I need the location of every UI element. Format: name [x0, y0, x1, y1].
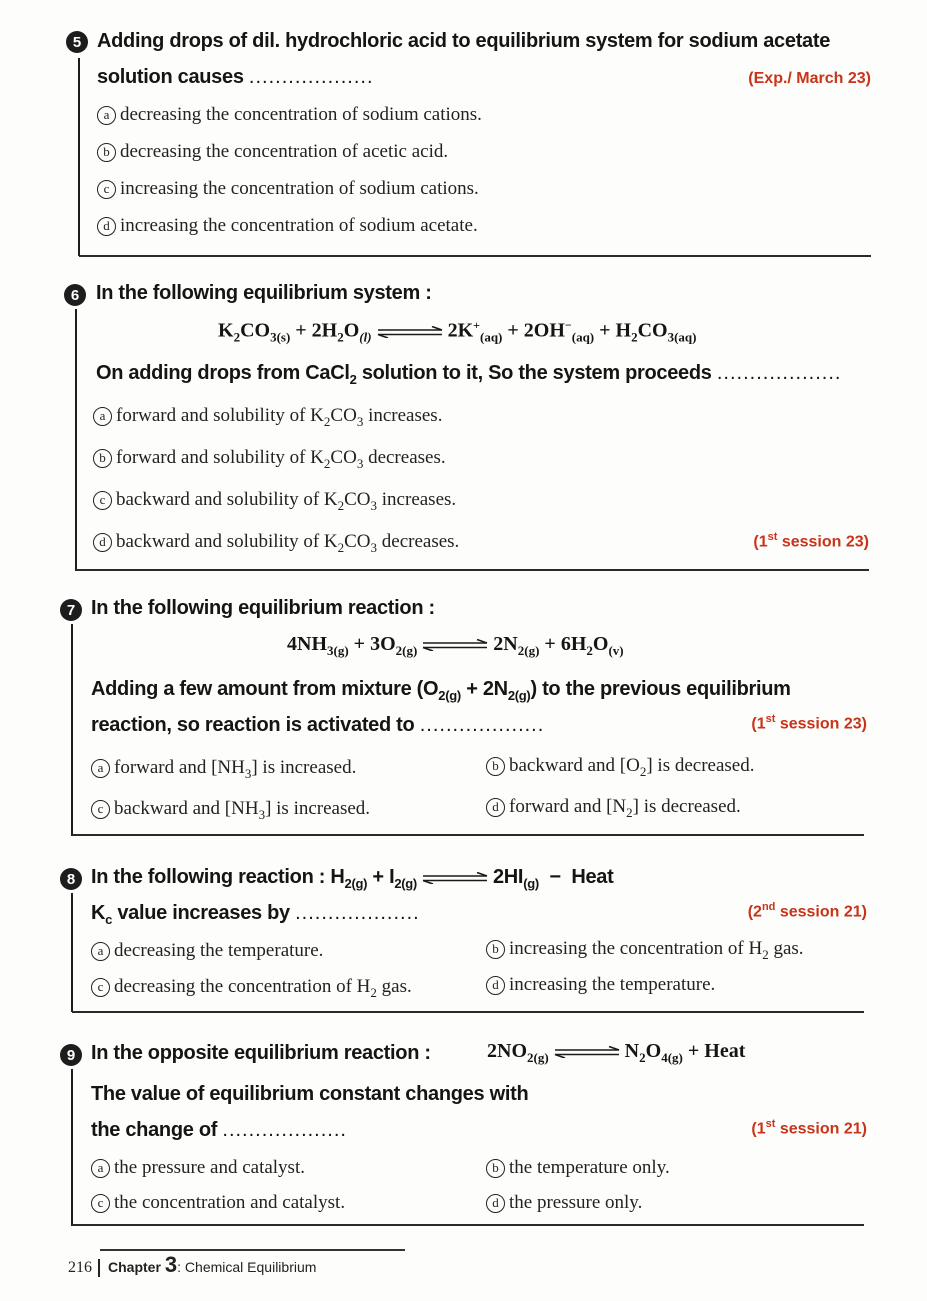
option-text: decreasing the concentration of sodium cations.: [120, 104, 482, 125]
question-stem: In the following reaction : $H_{2(g)} + I_{2(g)}$ $2HI_{(g)}$ − Heat: [91, 866, 614, 891]
chemical-equation: $2NO_{2(g)}$ $N_2O_{4(g)}$ + Heat: [487, 1040, 746, 1065]
question-stem-line3: [91, 714, 544, 737]
option-b[interactable]: [486, 1157, 670, 1179]
question-stem-line3: [91, 1119, 347, 1142]
option-text: increasing the concentration of sodium acetate.: [120, 215, 478, 236]
option-text: the pressure and catalyst.: [114, 1157, 305, 1178]
question-stem-text: $K_c$ value increases by: [91, 902, 290, 927]
question-stem-text: On adding drops from CaCl$_2$ solution to it, So the system proceeds: [96, 362, 712, 387]
option-letter-b: b: [97, 143, 116, 162]
option-text: forward and $[NH_3]$ is increased.: [114, 757, 357, 781]
option-d[interactable]: [486, 1192, 642, 1214]
question-bracket: [71, 1069, 73, 1226]
option-letter-a: a: [91, 759, 110, 778]
option-text: backward and $[NH_3]$ is increased.: [114, 798, 371, 822]
question-stem-text: solution causes: [97, 66, 244, 88]
option-text: forward and solubility of $K_2CO_3$ increases.: [116, 405, 443, 429]
equilibrium-arrow-icon: [553, 1046, 621, 1058]
option-text: increasing the concentration of $H_2$ gas.: [509, 938, 804, 962]
chapter-label: Chapter: [108, 1259, 161, 1275]
option-text: backward and $[O_2]$ is decreased.: [509, 755, 755, 779]
option-text: decreasing the concentration of $H_2$ gas.: [114, 976, 412, 1000]
question-stem-text: reaction, so reaction is activated to: [91, 714, 415, 736]
option-c[interactable]: [91, 798, 370, 823]
option-text: the concentration and catalyst.: [114, 1192, 346, 1213]
option-c[interactable]: [91, 1192, 345, 1214]
option-c[interactable]: [91, 976, 412, 1001]
answer-blank[interactable]: ...................: [419, 714, 545, 736]
question-divider: [72, 1011, 864, 1013]
question-stem-line2: [97, 66, 374, 89]
option-a[interactable]: [93, 405, 442, 430]
option-text: decreasing the temperature.: [114, 940, 324, 961]
option-a[interactable]: [91, 940, 323, 962]
equilibrium-arrow-icon: [421, 872, 489, 884]
question-divider: [72, 834, 864, 836]
page-number: 216: [68, 1259, 100, 1277]
option-d[interactable]: [486, 974, 715, 996]
question-stem-line2: [96, 362, 841, 387]
option-letter-a: a: [91, 942, 110, 961]
exam-reference: (1st session 23): [753, 531, 869, 551]
option-letter-d: d: [97, 217, 116, 236]
question-number: 8: [60, 868, 82, 890]
chapter-number: 3: [164, 1252, 178, 1277]
question-divider: [79, 255, 871, 257]
option-letter-a: a: [93, 407, 112, 426]
option-b[interactable]: [93, 447, 446, 472]
option-d[interactable]: [486, 796, 741, 821]
option-letter-d: d: [486, 976, 505, 995]
option-letter-c: c: [93, 491, 112, 510]
option-b[interactable]: [486, 755, 754, 780]
exam-reference: (Exp./ March 23): [748, 70, 871, 87]
option-text: increasing the temperature.: [509, 974, 716, 995]
option-letter-a: a: [91, 1159, 110, 1178]
question-stem-line2: The value of equilibrium constant changes with: [91, 1083, 529, 1105]
option-b[interactable]: [97, 141, 448, 163]
question-divider: [76, 569, 869, 571]
option-letter-a: a: [97, 106, 116, 125]
option-letter-c: c: [91, 978, 110, 997]
option-text: increasing the concentration of sodium cations.: [120, 178, 479, 199]
option-text: decreasing the concentration of acetic acid.: [120, 141, 449, 162]
question-stem-line2: [91, 902, 420, 927]
option-text: backward and solubility of $K_2CO_3$ decreases.: [116, 531, 460, 555]
option-text: forward and solubility of $K_2CO_3$ decreases.: [116, 447, 446, 471]
exam-reference: (2nd session 21): [747, 901, 867, 921]
question-number: 9: [60, 1044, 82, 1066]
option-letter-b: b: [486, 1159, 505, 1178]
answer-blank[interactable]: ...................: [222, 1119, 347, 1141]
option-letter-d: d: [486, 798, 505, 817]
option-letter-d: d: [93, 533, 112, 552]
question-bracket: [78, 58, 80, 256]
equilibrium-arrow-icon: [421, 639, 489, 651]
question-stem: In the following equilibrium system :: [96, 282, 432, 304]
option-text: the temperature only.: [509, 1157, 670, 1178]
answer-blank[interactable]: ...................: [248, 66, 374, 88]
question-divider: [72, 1224, 864, 1226]
exam-reference: (1st session 23): [751, 713, 867, 733]
question-bracket: [71, 893, 73, 1012]
option-a[interactable]: [97, 104, 482, 126]
chapter-title: : Chemical Equilibrium: [177, 1259, 317, 1275]
option-c[interactable]: [93, 489, 456, 514]
footer-rule: [100, 1249, 405, 1251]
option-text: the pressure only.: [509, 1192, 643, 1213]
option-a[interactable]: [91, 757, 356, 782]
question-number: 5: [66, 31, 88, 53]
option-letter-c: c: [97, 180, 116, 199]
question-number: 7: [60, 599, 82, 621]
question-stem: Adding drops of dil. hydrochloric acid to equilibrium system for sodium acetate: [97, 30, 831, 52]
question-number: 6: [64, 284, 86, 306]
option-letter-b: b: [486, 757, 505, 776]
option-text: forward and $[N_2]$ is decreased.: [509, 796, 741, 820]
question-stem: In the opposite equilibrium reaction :: [91, 1042, 431, 1064]
answer-blank[interactable]: ...................: [295, 902, 420, 924]
option-text: backward and solubility of $K_2CO_3$ increases.: [116, 489, 457, 513]
option-letter-c: c: [91, 800, 110, 819]
exam-reference: (1st session 21): [751, 1118, 867, 1138]
question-stem-line2: Adding a few amount from mixture $(O_{2(g)} + 2N_{2(g)})$ to the previous equilibrium: [91, 678, 791, 703]
chemical-equation: $4NH_{3(g)} + 3O_{2(g)}$ $2N_{2(g)} + 6H_2O_{(v)}$: [287, 633, 624, 658]
option-a[interactable]: [91, 1157, 305, 1179]
option-d[interactable]: [97, 215, 478, 237]
option-b[interactable]: [486, 938, 804, 963]
equilibrium-arrow-icon: [376, 326, 444, 338]
option-letter-b: b: [486, 940, 505, 959]
option-letter-c: c: [91, 1194, 110, 1213]
option-d[interactable]: [93, 531, 459, 556]
option-c[interactable]: [97, 178, 479, 200]
question-bracket: [71, 624, 73, 836]
question-bracket: [75, 309, 77, 571]
option-letter-b: b: [93, 449, 112, 468]
option-letter-d: d: [486, 1194, 505, 1213]
question-stem-text: the change of: [91, 1119, 218, 1141]
page-footer: [68, 1252, 316, 1278]
answer-blank[interactable]: ...................: [716, 362, 842, 384]
question-stem: In the following equilibrium reaction :: [91, 597, 435, 619]
chemical-equation: $K_2CO_{3(s)} + 2H_2O_{(l)}$ $2K^+_{(aq)} + 2OH^-_{(aq)} + H_2CO_{3(aq)}$: [218, 318, 697, 345]
